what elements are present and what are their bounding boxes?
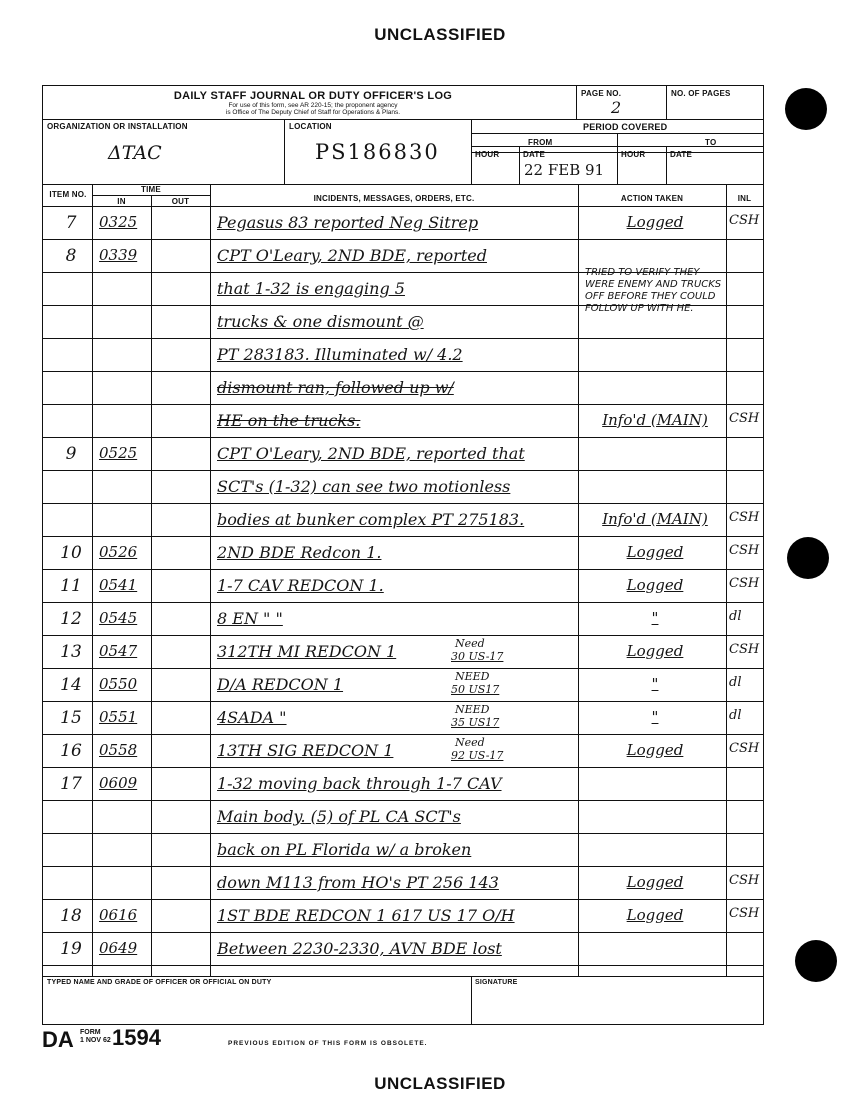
row-item-no: 12 bbox=[60, 609, 82, 629]
punch-hole-middle bbox=[787, 537, 829, 579]
row-time-in: 0547 bbox=[99, 642, 138, 660]
from-label: FROM bbox=[528, 138, 553, 147]
row-rule bbox=[43, 536, 763, 537]
need-label: NEED bbox=[455, 670, 490, 683]
row-time-in: 0325 bbox=[99, 213, 138, 231]
row-incident-text: PT 283183. Illuminated w/ 4.2 bbox=[217, 345, 463, 364]
row-initials: CSH bbox=[729, 510, 760, 525]
row-incident-text: 2ND BDE Redcon 1. bbox=[217, 543, 382, 562]
time-out-header: OUT bbox=[171, 197, 190, 206]
row-time-in: 0649 bbox=[99, 939, 138, 957]
row-rule bbox=[43, 602, 763, 603]
row-initials: CSH bbox=[729, 576, 760, 591]
row-action-taken: " bbox=[651, 708, 659, 726]
rule bbox=[519, 146, 520, 184]
row-time-in: 0616 bbox=[99, 906, 138, 924]
row-incident-text: trucks & one dismount @ bbox=[217, 312, 424, 331]
row-item-no: 8 bbox=[65, 246, 77, 266]
row-incident-text: SCT's (1-32) can see two motionless bbox=[217, 477, 511, 496]
inl-header: INL bbox=[737, 194, 752, 203]
location-value: PS186830 bbox=[315, 140, 440, 164]
row-rule bbox=[43, 239, 763, 240]
row-item-no: 14 bbox=[60, 675, 82, 695]
row-initials: CSH bbox=[729, 906, 760, 921]
rule bbox=[43, 119, 763, 120]
row-item-no: 18 bbox=[60, 906, 82, 926]
rule bbox=[471, 119, 472, 184]
row-action-taken: Logged bbox=[626, 741, 684, 759]
form-prefix: DA bbox=[42, 1027, 74, 1052]
action-taken-header: ACTION TAKEN bbox=[620, 194, 684, 203]
row-initials: dl bbox=[729, 675, 742, 690]
row-time-in: 0545 bbox=[99, 609, 138, 627]
previous-edition-note: PREVIOUS EDITION OF THIS FORM IS OBSOLETE. bbox=[228, 1040, 428, 1047]
time-in-header: IN bbox=[117, 197, 126, 206]
form-date-block bbox=[80, 1029, 111, 1045]
need-value: 50 US17 bbox=[451, 683, 500, 696]
incidents-header: INCIDENTS, MESSAGES, ORDERS, ETC. bbox=[313, 194, 475, 203]
row-rule bbox=[43, 932, 763, 933]
form-subtitle-1: For use of this form, see AR 220-15; the proponent agency bbox=[228, 102, 398, 109]
row-rule bbox=[43, 338, 763, 339]
row-item-no: 9 bbox=[65, 444, 77, 464]
row-rule bbox=[43, 734, 763, 735]
row-rule bbox=[43, 668, 763, 669]
rule bbox=[578, 184, 579, 976]
item-no-header: ITEM NO. bbox=[49, 190, 87, 199]
need-label: NEED bbox=[455, 703, 490, 716]
row-action-taken: Logged bbox=[626, 906, 684, 924]
row-incident-text: 8 EN " " bbox=[217, 609, 283, 628]
row-incident-text: 312TH MI REDCON 1 bbox=[217, 642, 397, 661]
row-item-no: 16 bbox=[60, 741, 82, 761]
row-incident-text: CPT O'Leary, 2ND BDE, reported bbox=[217, 246, 487, 265]
row-initials: CSH bbox=[729, 411, 760, 426]
rule bbox=[666, 146, 667, 184]
row-incident-text: D/A REDCON 1 bbox=[217, 675, 344, 694]
row-action-taken: Logged bbox=[626, 213, 684, 231]
form-title: DAILY STAFF JOURNAL OR DUTY OFFICER'S LOG bbox=[173, 90, 453, 102]
row-incident-text: CPT O'Leary, 2ND BDE, reported that bbox=[217, 444, 525, 463]
rule bbox=[471, 976, 472, 1024]
row-time-in: 0609 bbox=[99, 774, 138, 792]
row-rule bbox=[43, 371, 763, 372]
row-rule bbox=[43, 899, 763, 900]
row-action-taken: Logged bbox=[626, 642, 684, 660]
rule bbox=[666, 86, 667, 119]
row-item-no: 10 bbox=[60, 543, 82, 563]
from-date-label: DATE bbox=[523, 150, 545, 159]
row-incident-text: dismount ran, followed up w/ bbox=[217, 378, 454, 397]
row-rule bbox=[43, 767, 763, 768]
row-rule bbox=[43, 701, 763, 702]
no-of-pages-label: NO. OF PAGES bbox=[671, 89, 731, 98]
row-time-in: 0551 bbox=[99, 708, 138, 726]
to-date-label: DATE bbox=[670, 150, 692, 159]
row-item-no: 17 bbox=[60, 774, 82, 794]
rule bbox=[210, 184, 211, 976]
row-initials: CSH bbox=[729, 642, 760, 657]
from-date-value: 22 FEB 91 bbox=[524, 161, 605, 179]
rule bbox=[43, 976, 763, 977]
row-action-taken: Info'd (MAIN) bbox=[602, 411, 708, 429]
punch-hole-top bbox=[785, 88, 827, 130]
row-incident-text: 13TH SIG REDCON 1 bbox=[217, 741, 394, 760]
row-action-taken: Logged bbox=[626, 543, 684, 561]
to-label: TO bbox=[705, 138, 717, 147]
row-rule bbox=[43, 965, 763, 966]
rule bbox=[576, 86, 577, 119]
classification-top: UNCLASSIFIED bbox=[374, 25, 506, 44]
row-initials: CSH bbox=[729, 213, 760, 228]
location-label: LOCATION bbox=[289, 122, 332, 131]
rule bbox=[726, 184, 727, 976]
row-incident-text: Pegasus 83 reported Neg Sitrep bbox=[217, 213, 479, 232]
punch-hole-bottom bbox=[795, 940, 837, 982]
form-word: FORM bbox=[80, 1029, 101, 1036]
org-value: ΔTAC bbox=[108, 142, 162, 164]
form-title-block bbox=[113, 90, 513, 116]
row-incident-text: HE on the trucks. bbox=[217, 411, 361, 430]
to-hour-label: HOUR bbox=[621, 150, 646, 159]
row-rule bbox=[43, 470, 763, 471]
row-action-taken: " bbox=[651, 609, 659, 627]
rule bbox=[284, 119, 285, 184]
row-item-no: 11 bbox=[60, 576, 82, 596]
row-rule bbox=[43, 635, 763, 636]
row-time-in: 0339 bbox=[99, 246, 138, 264]
row-incident-text: 1-7 CAV REDCON 1. bbox=[217, 576, 384, 595]
row-rule bbox=[43, 503, 763, 504]
row-action-taken: Logged bbox=[626, 576, 684, 594]
form-subtitle-2: is Office of The Deputy Chief of Staff for Operations & Plans. bbox=[225, 109, 401, 116]
row-incident-text: bodies at bunker complex PT 275183. bbox=[217, 510, 525, 529]
period-covered-label: PERIOD COVERED bbox=[583, 122, 668, 132]
row-initials: dl bbox=[729, 609, 742, 624]
row-item-no: 19 bbox=[60, 939, 82, 959]
journal-form bbox=[42, 85, 764, 1025]
row-item-no: 7 bbox=[65, 213, 77, 233]
row-item-no: 13 bbox=[60, 642, 82, 662]
rule bbox=[92, 184, 93, 976]
row-rule bbox=[43, 800, 763, 801]
page-no-value: 2 bbox=[611, 98, 622, 117]
need-label: Need bbox=[455, 736, 485, 749]
row-incident-text: Between 2230-2330, AVN BDE lost bbox=[217, 939, 502, 958]
classification-bottom: UNCLASSIFIED bbox=[374, 1074, 506, 1093]
from-hour-label: HOUR bbox=[475, 150, 500, 159]
action-note: TRIED TO VERIFY THEY WERE ENEMY AND TRUCKS OFF BEFORE THEY COULD FOLLOW UP WITH HE. bbox=[585, 267, 722, 314]
org-label: ORGANIZATION OR INSTALLATION bbox=[47, 122, 188, 131]
row-rule bbox=[43, 569, 763, 570]
rule bbox=[151, 195, 152, 976]
row-rule bbox=[43, 866, 763, 867]
row-time-in: 0526 bbox=[99, 543, 138, 561]
row-incident-text: back on PL Florida w/ a broken bbox=[217, 840, 472, 859]
row-action-taken: " bbox=[651, 675, 659, 693]
need-value: 30 US-17 bbox=[451, 650, 504, 663]
rule bbox=[617, 133, 618, 184]
form-date: 1 NOV 62 bbox=[80, 1037, 111, 1044]
row-action-taken: Logged bbox=[626, 873, 684, 891]
row-time-in: 0525 bbox=[99, 444, 138, 462]
row-incident-text: 1-32 moving back through 1-7 CAV bbox=[217, 774, 502, 793]
row-time-in: 0558 bbox=[99, 741, 138, 759]
row-time-in: 0541 bbox=[99, 576, 138, 594]
page-no-label: PAGE NO. bbox=[581, 89, 622, 98]
row-action-taken: Info'd (MAIN) bbox=[602, 510, 708, 528]
row-rule bbox=[43, 437, 763, 438]
row-incident-text: Main body. (5) of PL CA SCT's bbox=[217, 807, 461, 826]
row-incident-text: 1ST BDE REDCON 1 617 US 17 O/H bbox=[217, 906, 515, 925]
time-header: TIME bbox=[141, 185, 161, 194]
row-incident-text: 4SADA " bbox=[217, 708, 287, 727]
need-value: 92 US-17 bbox=[451, 749, 504, 762]
row-incident-text: down M113 from HO's PT 256 143 bbox=[217, 873, 499, 892]
signature-label: SIGNATURE bbox=[475, 979, 518, 986]
form-number: 1594 bbox=[112, 1025, 161, 1050]
row-initials: CSH bbox=[729, 873, 760, 888]
row-incident-text: that 1-32 is engaging 5 bbox=[217, 279, 405, 298]
row-item-no: 15 bbox=[60, 708, 82, 728]
row-time-in: 0550 bbox=[99, 675, 138, 693]
row-initials: CSH bbox=[729, 741, 760, 756]
row-initials: CSH bbox=[729, 543, 760, 558]
row-rule bbox=[43, 404, 763, 405]
row-rule bbox=[43, 833, 763, 834]
row-initials: dl bbox=[729, 708, 742, 723]
typed-name-label: TYPED NAME AND GRADE OF OFFICER OR OFFICIAL ON DUTY bbox=[47, 979, 272, 986]
need-label: Need bbox=[455, 637, 485, 650]
rule bbox=[92, 195, 210, 196]
need-value: 35 US17 bbox=[451, 716, 500, 729]
